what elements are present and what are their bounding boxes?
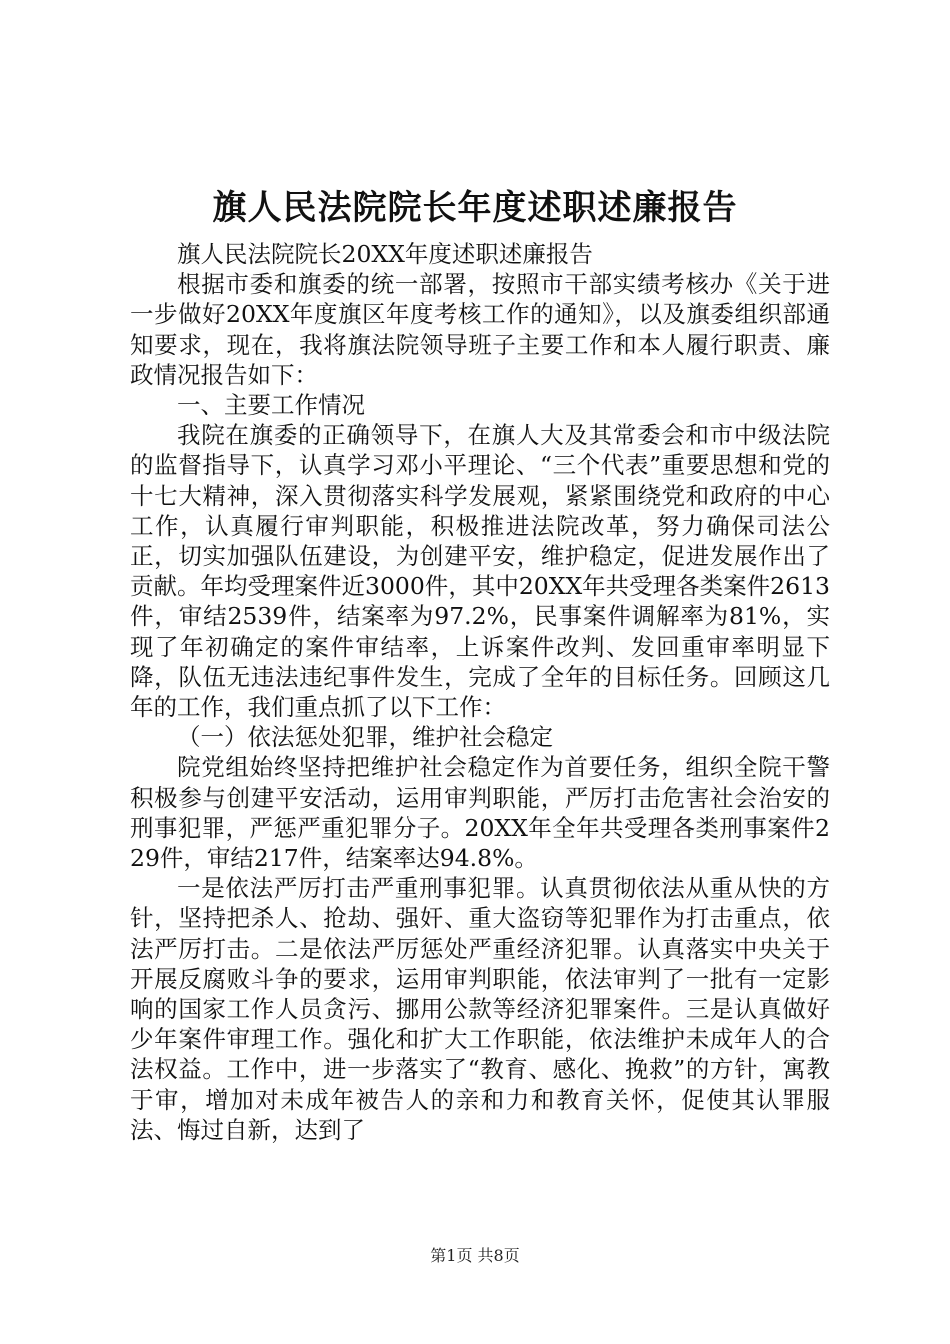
subsection-heading: （一）依法惩处犯罪，维护社会稳定 — [177, 723, 553, 752]
body-paragraph: 一是依法严厉打击严重刑事犯罪。认真贯彻依法从重从快的方针，坚持把杀人、抢劫、强奸、重大盗窃等犯罪作为打击重点，依法严厉打击。二是依法严厉惩处严重经济犯罪。认真落实中央关于开展反腐败斗争的要求，运用审判职能，依法审判了一批有一定影响的国家工作人员贪污、挪用公款等经济犯罪案件。三是认真做好少年案件审理工作。强化和扩大工作职能，依法维护未成年人的合法权益。工作中，进一步落实了“教育、感化、挽救”的方针，寓教于审，增加对未成年被告人的亲和力和教育关怀，促使其认罪服法、悔过自新，达到了 — [130, 874, 830, 1144]
intro-paragraph: 根据市委和旗委的统一部署，按照市干部实绩考核办《关于进一步做好20XX年度旗区年度考核工作的通知》，以及旗委组织部通知要求，现在，我将旗法院领导班子主要工作和本人履行职责、廉政情况报告如下： — [130, 270, 830, 389]
page-title: 旗人民法院院长年度述职述廉报告 — [212, 188, 738, 228]
body-paragraph: 院党组始终坚持把维护社会稳定作为首要任务，组织全院干警积极参与创建平安活动，运用审判职能，严厉打击危害社会治安的刑事犯罪，严惩严重犯罪分子。20XX年全年共受理各类刑事案件229件，审结217件，结案率达94.8%。 — [130, 753, 830, 873]
section-heading: 一、主要工作情况 — [177, 391, 365, 420]
body-paragraph: 我院在旗委的正确领导下，在旗人大及其常委会和市中级法院的监督指导下，认真学习邓小平理论、“三个代表”重要思想和党的十七大精神，深入贯彻落实科学发展观，紧紧围绕党和政府的中心工作，认真履行审判职能，积极推进法院改革，努力确保司法公正，切实加强队伍建设，为创建平安，维护稳定，促进发展作出了贡献。年均受理案件近3000件，其中20XX年共受理各类案件2613件，审结2539件，结案率为97.2%，民事案件调解率为81%，实现了年初确定的案件审结率，上诉案件改判、发回重审率明显下降，队伍无违法违纪事件发生，完成了全年的目标任务。回顾这几年的工作，我们重点抓了以下工作： — [130, 421, 830, 722]
document-body — [130, 239, 830, 1145]
page-number-footer: 第1页 共8页 — [430, 1246, 520, 1265]
subtitle-paragraph: 旗人民法院院长20XX年度述职述廉报告 — [177, 240, 593, 268]
